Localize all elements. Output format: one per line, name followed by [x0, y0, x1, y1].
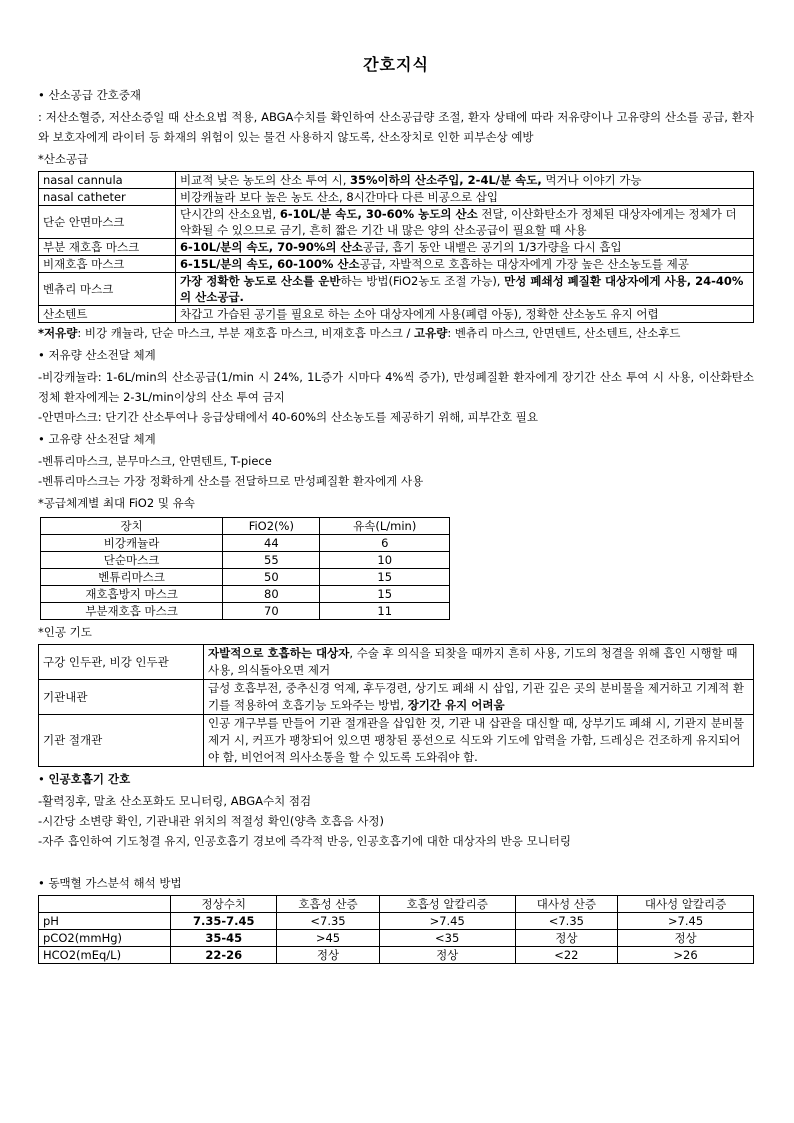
abga-row	[39, 930, 754, 947]
fio2-header-row	[41, 518, 450, 535]
fio2-heading: *공급체계별 최대 FiO2 및 유속	[38, 496, 195, 510]
abga-cell: <7.35	[515, 913, 617, 930]
fio2-cell: 70	[223, 603, 320, 620]
abga-header-cell	[39, 896, 171, 913]
fio2-cell: 비강캐뉼라	[41, 535, 223, 552]
o2-supply-row	[39, 273, 754, 306]
o2-nursing-body: : 저산소혈증, 저산소증일 때 산소요법 적용, ABGA수치를 확인하여 산소공급량 조절, 환자 상태에 따라 저유량이나 고유량의 산소를 공급, 환자와 보호자에게 라이터 등 화재의 위험이 있는 물건 사용하지 않도록, 산소장치로 인한 피부손상 예방	[38, 110, 754, 144]
device-desc: 단시간의 산소요법, 6-10L/분 속도, 30-60% 농도의 산소 전달, 이산화탄소가 정체된 대상자에게는 정체가 더 악화될 수 있으므로 금기, 흔히 짧은 기간 내 많은 양의 산소공급이 필요할 때 사용	[176, 206, 754, 239]
abga-row	[39, 947, 754, 964]
ventilator-line: -시간당 소변량 확인, 기관내관 위치의 적절성 확인(양측 호흡음 사정)	[38, 814, 384, 828]
airway-row	[39, 680, 754, 715]
airway-desc: 자발적으로 호흡하는 대상자, 수술 후 의식을 되찾을 때까지 흔히 사용, 기도의 청결을 위해 흡인 시행할 때 사용, 의식돌아오면 제거	[204, 645, 754, 680]
fio2-cell: 15	[320, 586, 450, 603]
abga-cell: <22	[515, 947, 617, 964]
device-name: nasal catheter	[39, 189, 176, 206]
abga-header-cell: 호흡성 알칼리증	[379, 896, 515, 913]
fio2-cell: 15	[320, 569, 450, 586]
fio2-row	[41, 603, 450, 620]
airway-desc: 인공 개구부를 만들어 기관 절개관을 삽입한 것, 기관 내 삽관을 대신할 때, 상부기도 폐쇄 시, 기관지 분비물 제거 시, 커프가 팽창되어 있으면 팽창된 풍선으로 식도와 기도에 압력을 가함, 드레싱은 건조하게 유지되어야 함, 비언어적 의사소통을 할 수 있도록 도와줘야 함.	[204, 715, 754, 767]
ventilator-line: -활력징후, 말초 산소포화도 모니터링, ABGA수치 점검	[38, 794, 312, 808]
fio2-header-cell: 장치	[41, 518, 223, 535]
fio2-cell: 50	[223, 569, 320, 586]
ventilator-heading: • 인공호흡기 간호	[38, 769, 754, 789]
fio2-cell: 44	[223, 535, 320, 552]
abga-header-cell: 대사성 알칼리증	[618, 896, 754, 913]
device-name: 산소텐트	[39, 306, 176, 323]
o2-supply-row	[39, 189, 754, 206]
abga-cell: 22-26	[171, 947, 277, 964]
abga-header-cell: 호흡성 산증	[277, 896, 379, 913]
abga-heading: • 동맥혈 가스분석 해석 방법	[38, 873, 754, 893]
document-page	[38, 52, 754, 964]
o2-supply-row	[39, 206, 754, 239]
abga-header-cell: 대사성 산증	[515, 896, 617, 913]
device-desc: 6-10L/분의 속도, 70-90%의 산소공급, 흡기 동안 내뱉은 공기의 1/3가량을 다시 흡입	[176, 239, 754, 256]
low-flow-line: -비강캐뉼라: 1-6L/min의 산소공급(1/min 시 24%, 1L증가 시마다 4%씩 증가), 만성폐질환 환자에게 장기간 산소 투여 시 사용, 이산화탄소 정체 환자에게는 2-3L/min이상의 산소 투여 금지	[38, 370, 754, 404]
fio2-cell: 부분재호흡 마스크	[41, 603, 223, 620]
airway-row	[39, 645, 754, 680]
abga-header-cell: 정상수치	[171, 896, 277, 913]
airway-name: 구강 인두관, 비강 인두관	[39, 645, 204, 680]
abga-header-row	[39, 896, 754, 913]
o2-supply-row	[39, 306, 754, 323]
abga-cell: pH	[39, 913, 171, 930]
abga-cell: 정상	[618, 930, 754, 947]
fio2-row	[41, 552, 450, 569]
fio2-row	[41, 586, 450, 603]
ventilator-line: -자주 흡인하여 기도청결 유지, 인공호흡기 경보에 즉각적 반응, 인공호흡기에 대한 대상자의 반응 모니터링	[38, 834, 572, 848]
abga-row	[39, 913, 754, 930]
o2-supply-table	[38, 171, 754, 323]
low-flow-heading: • 저유량 산소전달 체계	[38, 345, 754, 365]
airway-heading: *인공 기도	[38, 625, 92, 639]
abga-cell: >7.45	[618, 913, 754, 930]
airway-desc: 급성 호흡부전, 중추신경 억제, 후두경련, 상기도 폐쇄 시 삽입, 기관 깊은 곳의 분비물을 제거하고 기계적 환기를 적용하여 호흡기능 도와주는 방법, 장기간 유지 어려움	[204, 680, 754, 715]
o2-supply-row	[39, 239, 754, 256]
abga-cell: >26	[618, 947, 754, 964]
abga-cell: HCO2(mEq/L)	[39, 947, 171, 964]
abga-table	[38, 895, 754, 964]
page-title: 간호지식	[363, 55, 429, 74]
device-name: 단순 안면마스크	[39, 206, 176, 239]
device-name: nasal cannula	[39, 172, 176, 189]
device-name: 벤츄리 마스크	[39, 273, 176, 306]
device-desc: 비교적 낮은 농도의 산소 투여 시, 35%이하의 산소주입, 2-4L/분 속도, 먹거나 이야기 가능	[176, 172, 754, 189]
device-desc: 비강캐뉼라 보다 높은 농도 산소, 8시간마다 다른 비공으로 삽입	[176, 189, 754, 206]
abga-cell: pCO2(mmHg)	[39, 930, 171, 947]
abga-cell: 7.35-7.45	[171, 913, 277, 930]
abga-cell: >45	[277, 930, 379, 947]
high-flow-heading: • 고유량 산소전달 체계	[38, 429, 754, 449]
o2-supply-row	[39, 172, 754, 189]
device-desc: 6-15L/분의 속도, 60-100% 산소공급, 자발적으로 호흡하는 대상자에게 가장 높은 산소농도를 제공	[176, 256, 754, 273]
fio2-header-cell: FiO2(%)	[223, 518, 320, 535]
fio2-cell: 단순마스크	[41, 552, 223, 569]
fio2-cell: 벤튜리마스크	[41, 569, 223, 586]
fio2-cell: 6	[320, 535, 450, 552]
abga-cell: <35	[379, 930, 515, 947]
device-name: 부분 재호흡 마스크	[39, 239, 176, 256]
device-desc: 차갑고 가습된 공기를 필요로 하는 소아 대상자에게 사용(폐렴 아동), 정확한 산소농도 유지 어렵	[176, 306, 754, 323]
high-flow-line: -벤튜리마스크, 분무마스크, 안면텐트, T-piece	[38, 454, 272, 468]
airway-row	[39, 715, 754, 767]
abga-cell: 정상	[379, 947, 515, 964]
low-flow-line: -안면마스크: 단기간 산소투여나 응급상태에서 40-60%의 산소농도를 제공하기 위해, 피부간호 필요	[38, 410, 538, 424]
o2-supply-heading: *산소공급	[38, 152, 89, 166]
fio2-row	[41, 569, 450, 586]
high-flow-line: -벤튜리마스크는 가장 정확하게 산소를 전달하므로 만성폐질환 환자에게 사용	[38, 474, 424, 488]
fio2-cell: 재호흡방지 마스크	[41, 586, 223, 603]
fio2-header-cell: 유속(L/min)	[320, 518, 450, 535]
device-name: 비재호흡 마스크	[39, 256, 176, 273]
fio2-table	[40, 517, 450, 620]
abga-cell: 35-45	[171, 930, 277, 947]
o2-nursing-heading: • 산소공급 간호중재	[38, 85, 754, 105]
fio2-cell: 10	[320, 552, 450, 569]
fio2-row	[41, 535, 450, 552]
airway-name: 기관 절개관	[39, 715, 204, 767]
abga-cell: 정상	[515, 930, 617, 947]
airway-name: 기관내관	[39, 680, 204, 715]
fio2-cell: 80	[223, 586, 320, 603]
abga-cell: >7.45	[379, 913, 515, 930]
fio2-cell: 55	[223, 552, 320, 569]
abga-cell: 정상	[277, 947, 379, 964]
airway-table	[38, 644, 754, 767]
fio2-cell: 11	[320, 603, 450, 620]
device-desc: 가장 정확한 농도로 산소를 운반하는 방법(FiO2농도 조절 가능), 만성 폐쇄성 폐질환 대상자에게 사용, 24-40%의 산소공급.	[176, 273, 754, 306]
flow-note: *저유량: 비강 캐뉼라, 단순 마스크, 부분 재호흡 마스크, 비재호흡 마스크 / 고유량: 벤츄리 마스크, 안면텐트, 산소텐트, 산소후드	[38, 326, 681, 340]
abga-cell: <7.35	[277, 913, 379, 930]
o2-supply-row	[39, 256, 754, 273]
